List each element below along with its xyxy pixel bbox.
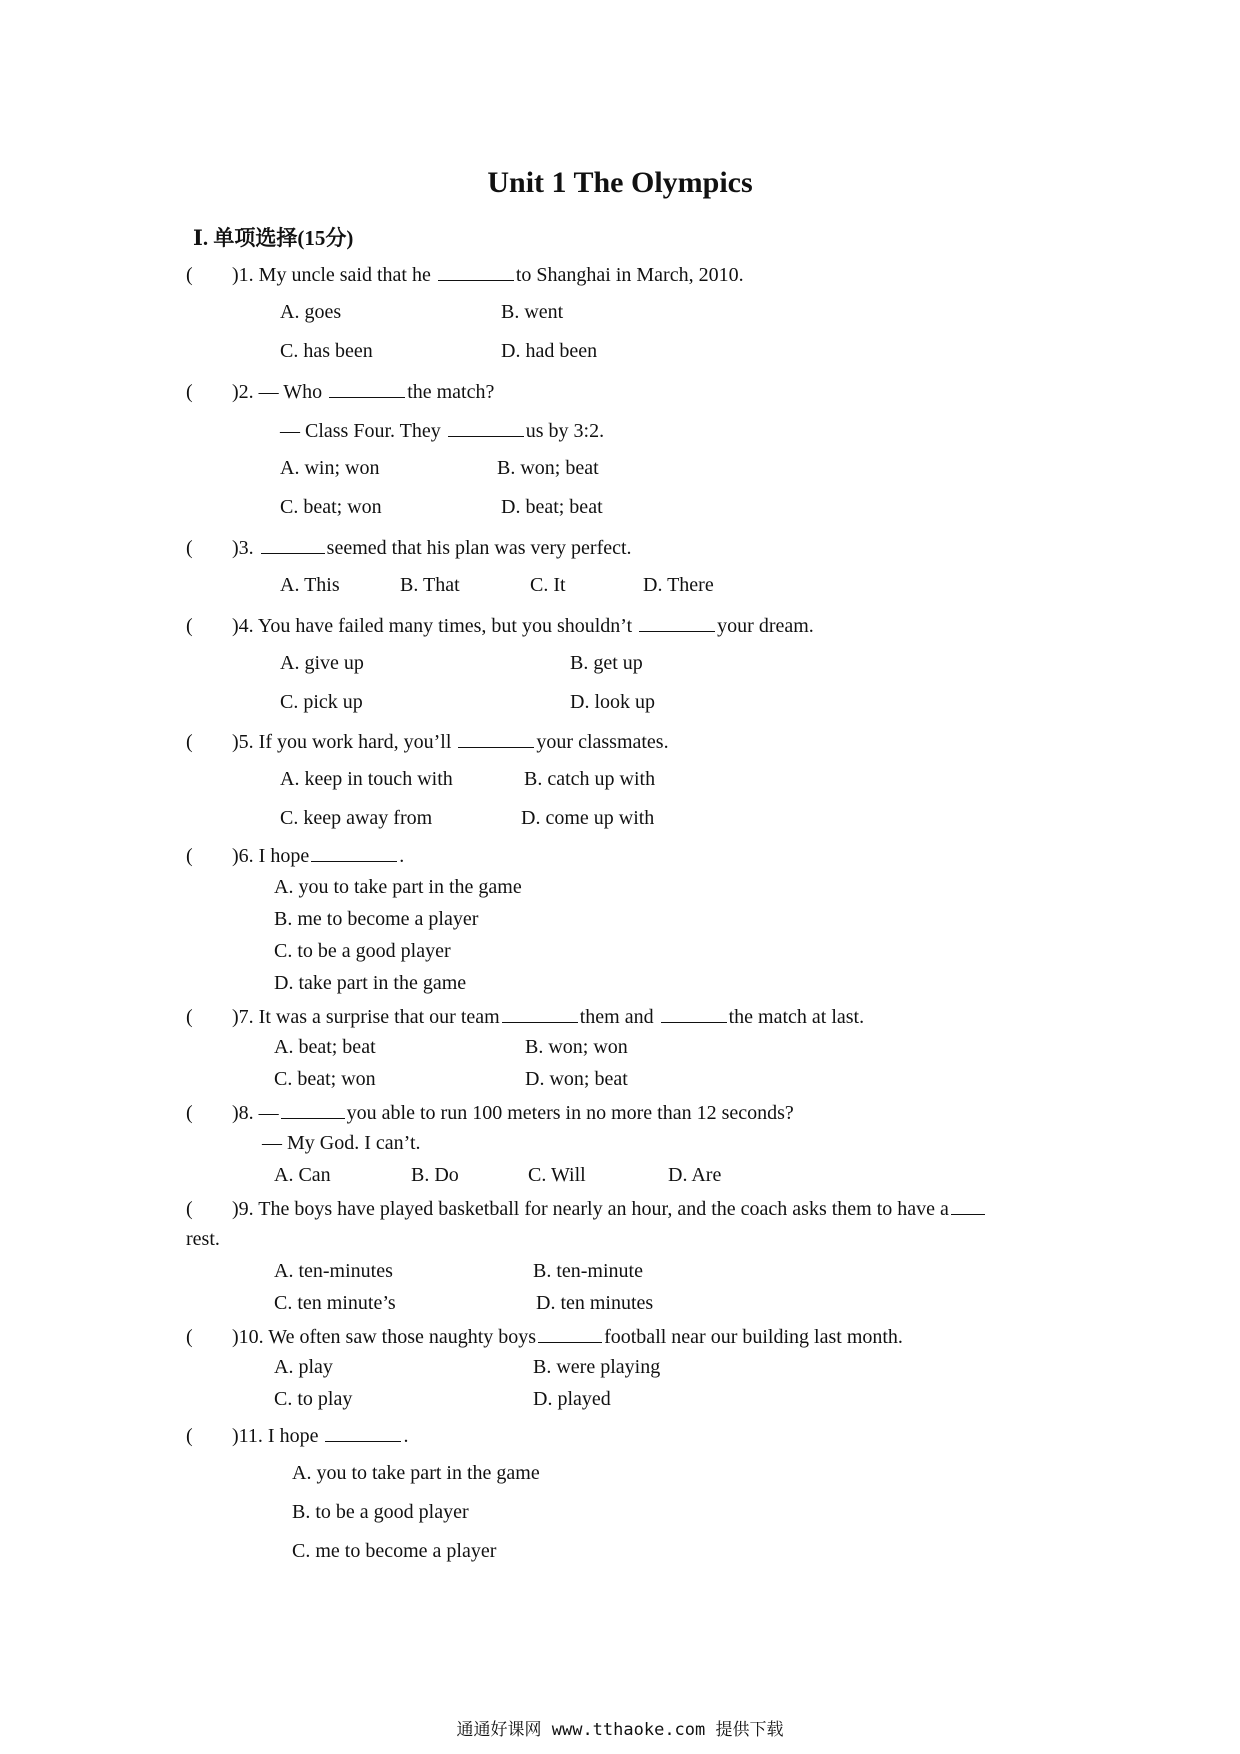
option-d[interactable]: D. beat; beat xyxy=(501,496,603,518)
question-8 xyxy=(186,1098,1086,1126)
question-5 xyxy=(186,727,1086,755)
answer-paren: ( xyxy=(186,1198,193,1220)
option-c[interactable]: C. pick up xyxy=(280,691,363,713)
option-b[interactable]: B. won; won xyxy=(525,1036,628,1058)
question-7 xyxy=(186,1002,1086,1030)
question-7-stem: )7. It was a surprise that our team xyxy=(232,1006,500,1028)
option-a[interactable]: A. This xyxy=(280,574,340,596)
option-a[interactable]: A. ten-minutes xyxy=(274,1260,393,1282)
question-2-stem: )2. — Who xyxy=(232,381,323,403)
question-1-stem: )1. My uncle said that he xyxy=(232,264,431,286)
option-c[interactable]: C. to be a good player xyxy=(274,940,451,962)
answer-paren: ( xyxy=(186,845,193,867)
question-4 xyxy=(186,611,1086,639)
question-10 xyxy=(186,1322,1086,1350)
answer-paren: ( xyxy=(186,731,193,753)
option-b[interactable]: B. Do xyxy=(411,1164,459,1186)
option-c[interactable]: C. beat; won xyxy=(280,496,382,518)
question-9 xyxy=(186,1194,1066,1222)
question-9-stem: )9. The boys have played basketball for nearly an hour, and the coach asks them to have a xyxy=(232,1198,949,1220)
question-3-stem: )3. xyxy=(232,537,254,559)
option-b[interactable]: B. me to become a player xyxy=(274,908,479,930)
option-d[interactable]: D. had been xyxy=(501,340,598,362)
option-b[interactable]: B. won; beat xyxy=(497,457,599,479)
option-c[interactable]: C. keep away from xyxy=(280,807,433,829)
option-b[interactable]: B. That xyxy=(400,574,460,596)
answer-paren: ( xyxy=(186,1102,193,1124)
option-a[interactable]: A. goes xyxy=(280,301,342,323)
answer-blank[interactable] xyxy=(438,260,514,281)
option-a[interactable]: A. keep in touch with xyxy=(280,768,453,790)
question-7-stem-mid: them and xyxy=(579,1006,654,1028)
answer-paren: ( xyxy=(186,1326,193,1348)
option-b[interactable]: B. ten-minute xyxy=(533,1260,643,1282)
question-6-stem: )6. I hope xyxy=(232,845,310,867)
option-b[interactable]: B. were playing xyxy=(533,1356,661,1378)
option-d[interactable]: D. look up xyxy=(570,691,655,713)
question-10-stem: )10. We often saw those naughty boys xyxy=(232,1326,537,1348)
section-heading: Ⅰ. 单项选择(15分) xyxy=(193,226,354,250)
answer-blank[interactable] xyxy=(951,1194,985,1215)
answer-blank[interactable] xyxy=(325,1421,401,1442)
answer-blank[interactable] xyxy=(448,416,524,437)
option-a[interactable]: A. play xyxy=(274,1356,333,1378)
question-9-continuation: rest. xyxy=(186,1228,220,1250)
answer-paren: ( xyxy=(186,537,193,559)
option-d[interactable]: D. Are xyxy=(668,1164,722,1186)
option-b[interactable]: B. get up xyxy=(570,652,643,674)
question-5-stem: )5. If you work hard, you’ll xyxy=(232,731,452,753)
question-11-stem: )11. I hope xyxy=(232,1425,319,1447)
option-a[interactable]: A. you to take part in the game xyxy=(292,1462,540,1484)
question-6-stem-end: . xyxy=(399,845,405,867)
answer-blank[interactable] xyxy=(281,1098,345,1119)
question-5-stem-end: your classmates. xyxy=(536,731,669,753)
answer-blank[interactable] xyxy=(661,1002,727,1023)
question-3-stem-end: seemed that his plan was very perfect. xyxy=(326,537,632,559)
answer-paren: ( xyxy=(186,1006,193,1028)
option-a[interactable]: A. you to take part in the game xyxy=(274,876,522,898)
question-2 xyxy=(186,377,1086,405)
question-8-reply: — My God. I can’t. xyxy=(262,1132,421,1154)
answer-blank[interactable] xyxy=(458,727,534,748)
question-8-stem-end: you able to run 100 meters in no more than 12 seconds? xyxy=(346,1102,794,1124)
option-d[interactable]: D. played xyxy=(533,1388,611,1410)
question-11-stem-end: . xyxy=(403,1425,409,1447)
answer-paren: ( xyxy=(186,1425,193,1447)
option-b[interactable]: B. to be a good player xyxy=(292,1501,469,1523)
question-2-reply xyxy=(280,416,604,444)
answer-blank[interactable] xyxy=(261,533,325,554)
option-c[interactable]: C. It xyxy=(530,574,566,596)
option-d[interactable]: D. won; beat xyxy=(525,1068,628,1090)
answer-blank[interactable] xyxy=(311,841,397,862)
option-d[interactable]: D. come up with xyxy=(521,807,655,829)
question-6 xyxy=(186,841,1086,869)
option-a[interactable]: A. win; won xyxy=(280,457,380,479)
option-c[interactable]: C. has been xyxy=(280,340,373,362)
question-7-stem-end: the match at last. xyxy=(728,1006,865,1028)
footer-text: 通通好课网 www.tthaoke.com 提供下载 xyxy=(456,1720,784,1740)
answer-blank[interactable] xyxy=(639,611,715,632)
answer-paren: ( xyxy=(186,615,193,637)
option-b[interactable]: B. catch up with xyxy=(524,768,656,790)
answer-paren: ( xyxy=(186,381,193,403)
option-d[interactable]: D. There xyxy=(643,574,714,596)
option-a[interactable]: A. give up xyxy=(280,652,364,674)
option-a[interactable]: A. Can xyxy=(274,1164,331,1186)
answer-blank[interactable] xyxy=(538,1322,602,1343)
reply-text-end: us by 3:2. xyxy=(525,420,605,442)
question-3 xyxy=(186,533,1086,561)
option-c[interactable]: C. beat; won xyxy=(274,1068,376,1090)
option-d[interactable]: D. take part in the game xyxy=(274,972,467,994)
page-title: Unit 1 The Olympics xyxy=(487,166,753,199)
option-d[interactable]: D. ten minutes xyxy=(536,1292,654,1314)
question-11 xyxy=(186,1421,1086,1449)
option-c[interactable]: C. me to become a player xyxy=(292,1540,497,1562)
option-c[interactable]: C. Will xyxy=(528,1164,586,1186)
answer-blank[interactable] xyxy=(502,1002,578,1023)
question-10-stem-end: football near our building last month. xyxy=(604,1326,903,1348)
question-8-stem: )8. — xyxy=(232,1102,279,1124)
answer-paren: ( xyxy=(186,264,193,286)
question-1 xyxy=(186,260,1086,288)
question-2-stem-end: the match? xyxy=(407,381,495,403)
option-c[interactable]: C. ten minute’s xyxy=(274,1292,396,1314)
reply-text: — Class Four. They xyxy=(280,420,441,442)
option-c[interactable]: C. to play xyxy=(274,1388,353,1410)
option-a[interactable]: A. beat; beat xyxy=(274,1036,376,1058)
question-4-stem-end: your dream. xyxy=(717,615,814,637)
answer-blank[interactable] xyxy=(329,377,405,398)
question-4-stem: )4. You have failed many times, but you shouldn’t xyxy=(232,615,633,637)
option-b[interactable]: B. went xyxy=(501,301,564,323)
question-1-stem-end: to Shanghai in March, 2010. xyxy=(515,264,744,286)
